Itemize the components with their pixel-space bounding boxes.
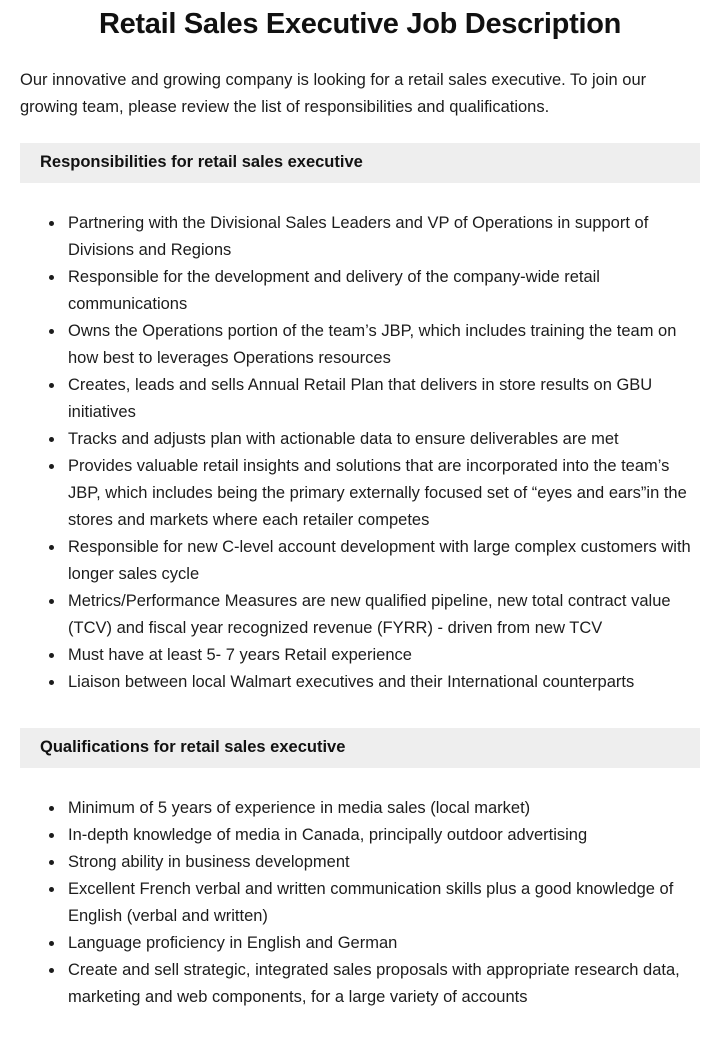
qualifications-section: [20, 728, 700, 1011]
list-item: • In-depth knowledge of media in Canada, principally outdoor advertising: [65, 822, 700, 849]
list-item: • Tracks and adjusts plan with actionable data to ensure deliverables are met: [65, 426, 700, 453]
responsibilities-list: [20, 210, 700, 696]
page-title: Retail Sales Executive Job Description: [98, 8, 622, 40]
list-item: • Owns the Operations portion of the team’s JBP, which includes training the team on how best to leverages Operations resources: [65, 318, 700, 372]
qualifications-list: [20, 795, 700, 1011]
list-item: • Minimum of 5 years of experience in media sales (local market): [65, 795, 700, 822]
intro-paragraph: Our innovative and growing company is looking for a retail sales executive. To join our growing team, please review the list of responsibilities and qualifications.: [20, 71, 647, 116]
list-item: • Metrics/Performance Measures are new qualified pipeline, new total contract value (TCV) and fiscal year recognized revenue (FYRR) - driven from new TCV: [65, 588, 700, 642]
list-item: • Strong ability in business development: [65, 849, 700, 876]
list-item: • Excellent French verbal and written communication skills plus a good knowledge of English (verbal and written): [65, 876, 700, 930]
list-item: • Responsible for new C-level account development with large complex customers with longer sales cycle: [65, 534, 700, 588]
list-item: • Provides valuable retail insights and solutions that are incorporated into the team’s JBP, which includes being the primary externally focused set of “eyes and ears”in the stores and markets where each retailer competes: [65, 453, 700, 534]
responsibilities-section: [20, 143, 700, 696]
list-item: • Responsible for the development and delivery of the company-wide retail communications: [65, 264, 700, 318]
list-item: • Creates, leads and sells Annual Retail Plan that delivers in store results on GBU initiatives: [65, 372, 700, 426]
responsibilities-section-header: Responsibilities for retail sales executive: [20, 143, 700, 183]
list-item: • Liaison between local Walmart executives and their International counterparts: [65, 669, 700, 696]
list-item: • Create and sell strategic, integrated sales proposals with appropriate research data, marketing and web components, for a large variety of accounts: [65, 957, 700, 1011]
list-item: • Partnering with the Divisional Sales Leaders and VP of Operations in support of Divisions and Regions: [65, 210, 700, 264]
list-item: • Language proficiency in English and German: [65, 930, 700, 957]
list-item: • Must have at least 5- 7 years Retail experience: [65, 642, 700, 669]
qualifications-section-header: Qualifications for retail sales executive: [20, 728, 700, 768]
